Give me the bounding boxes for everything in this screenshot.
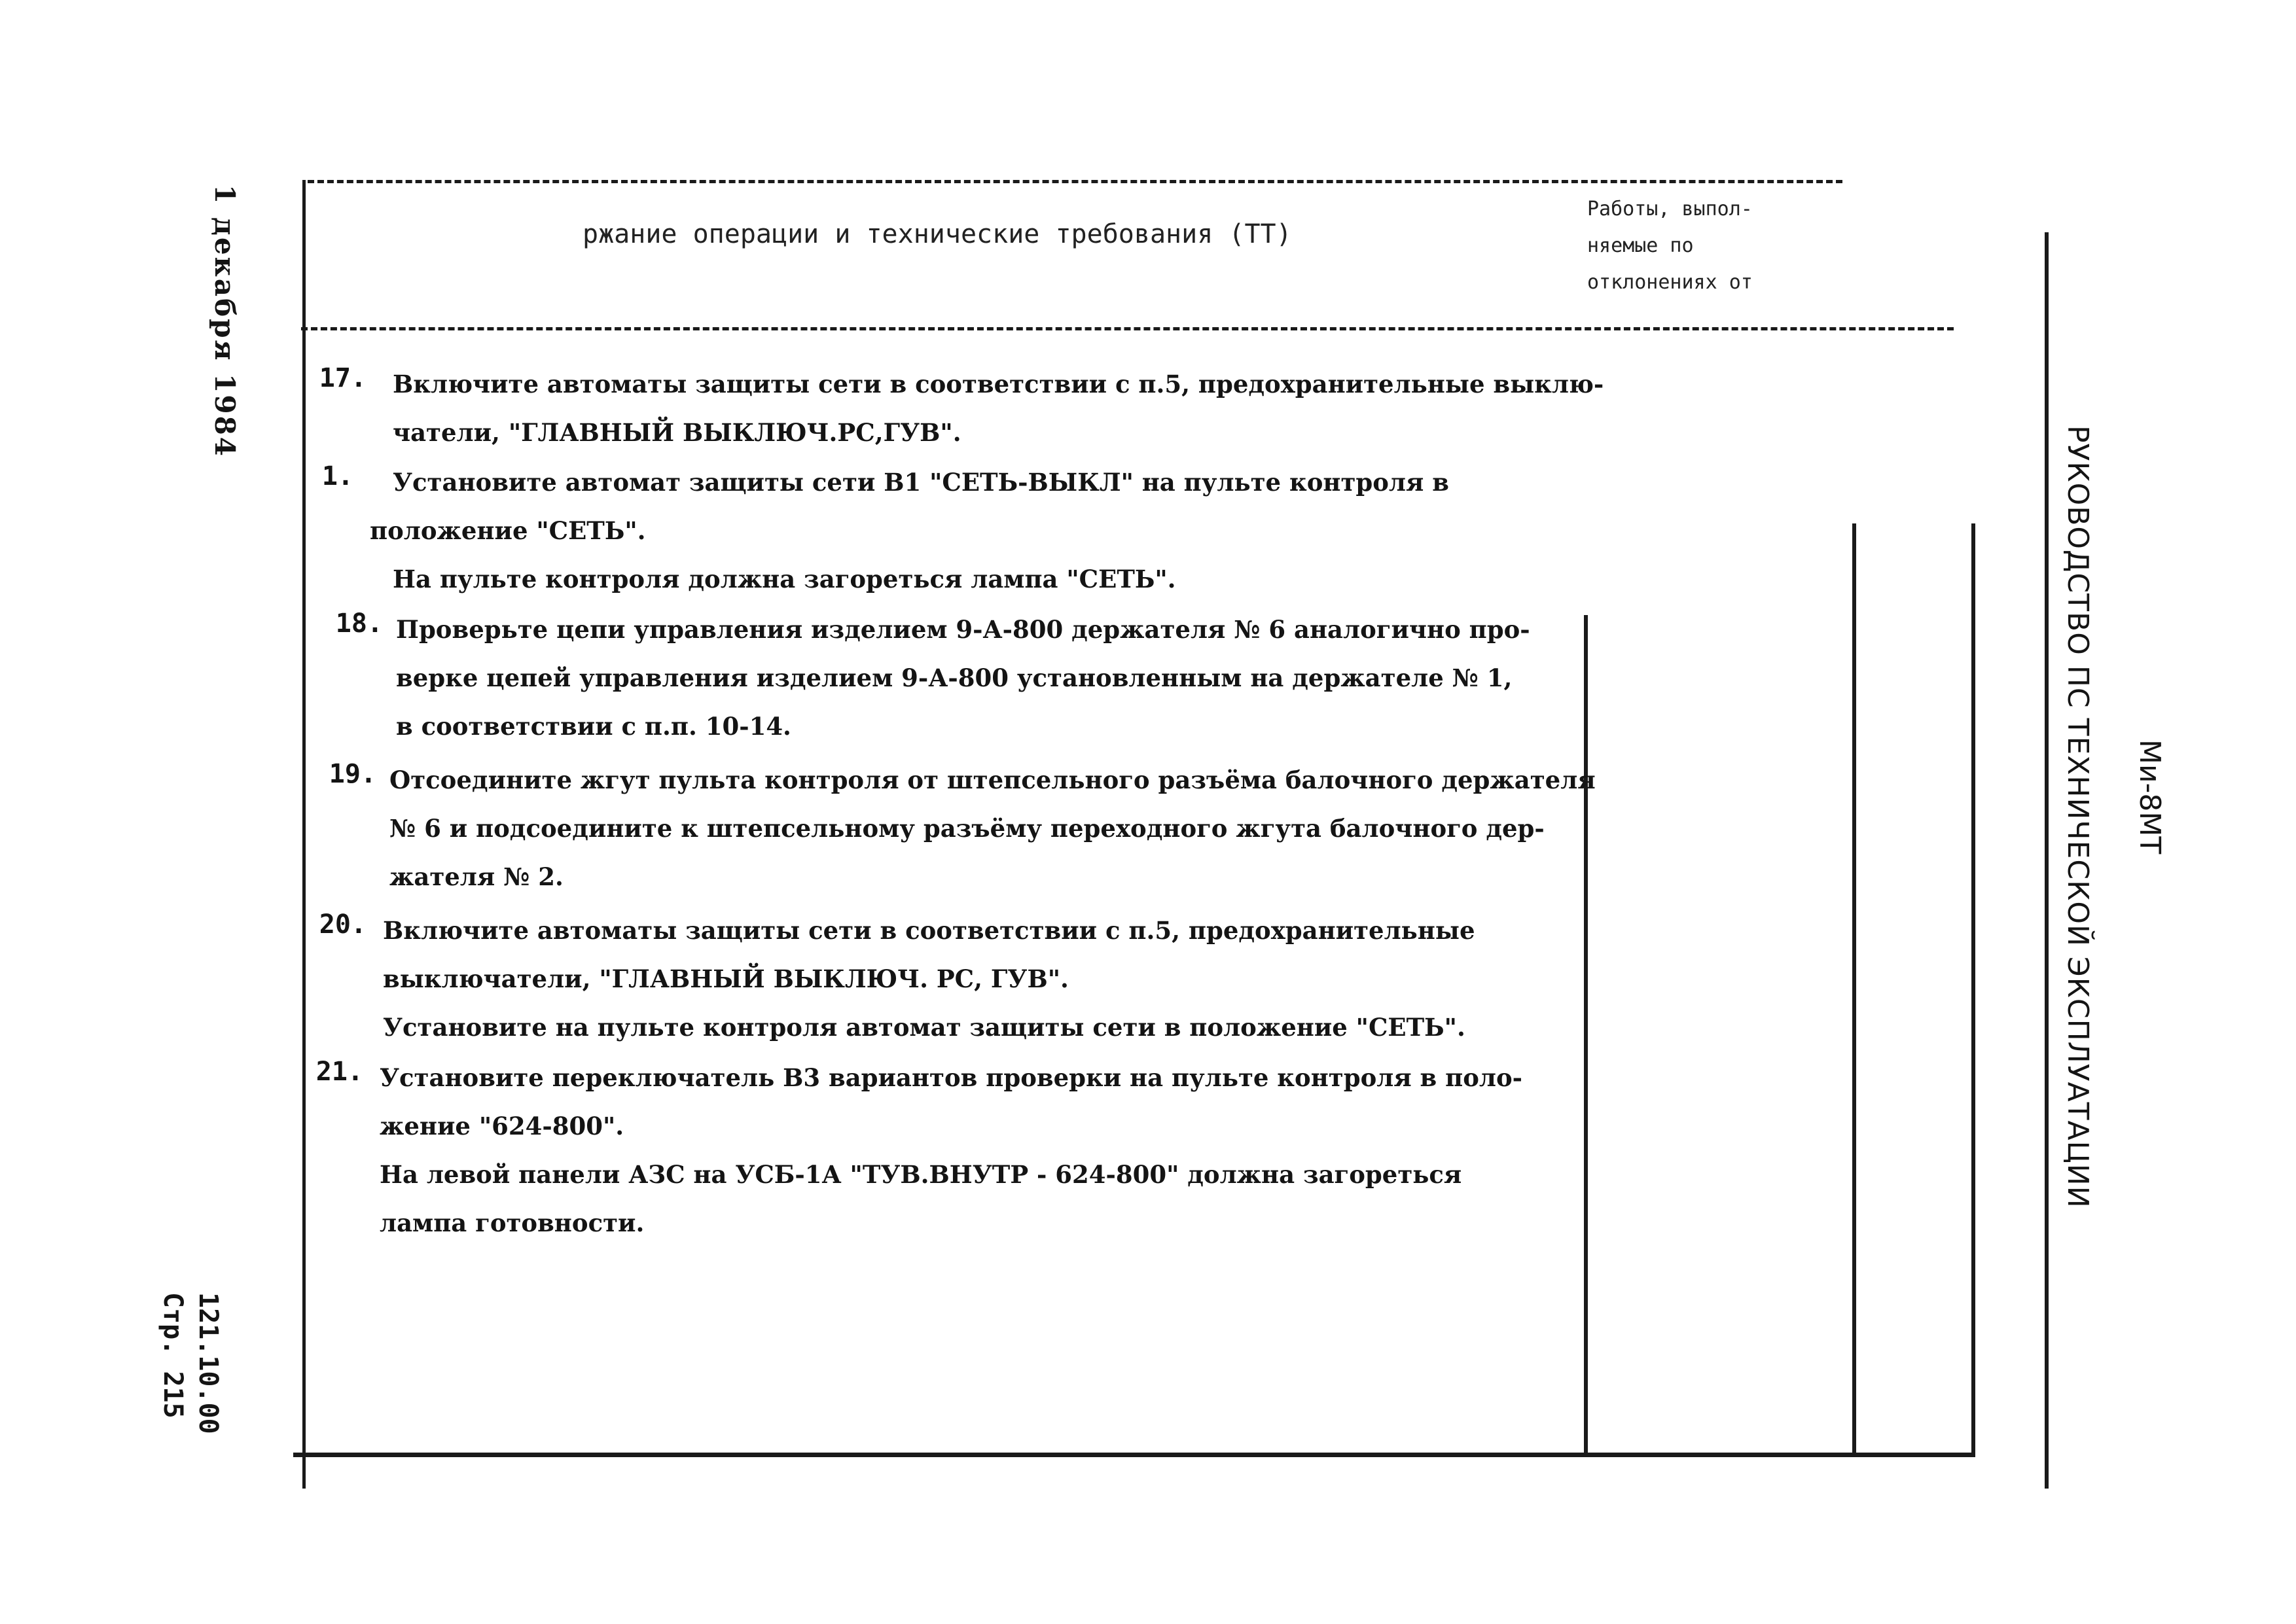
column-divider-2 <box>1852 523 1856 1457</box>
item-number: 21. <box>315 1057 363 1087</box>
table-bottom-border <box>293 1453 1975 1457</box>
item-line: верке цепей управления изделием 9-А-800 установленным на держателе № 1, <box>396 663 1513 692</box>
item-line: Отсоедините жгут пульта контроля от штепсельного разъёма балочного держателя <box>389 766 1596 794</box>
table-top-border <box>308 180 1842 183</box>
page-number: Стр. 215 <box>158 1292 188 1419</box>
item-number: 1. <box>321 461 353 491</box>
item-line: жение "624-800". <box>380 1112 624 1140</box>
item-line: Включите автоматы защиты сети в соответствии с п.5, предохранительные выклю- <box>393 370 1604 398</box>
item-number: 17. <box>319 363 367 393</box>
item-line: выключатели, "ГЛАВНЫЙ ВЫКЛЮЧ. РС, ГУВ". <box>383 964 1069 993</box>
item-line: чатели, "ГЛАВНЫЙ ВЫКЛЮЧ.РС,ГУВ". <box>393 418 961 447</box>
header-operation-content: ржание операции и технические требования (ТТ) <box>583 219 1292 249</box>
item-line: Установите на пульте контроля автомат защиты сети в положение "СЕТЬ". <box>383 1013 1465 1042</box>
item-line: Установите автомат защиты сети В1 "СЕТЬ-ВЫКЛ" на пульте контроля в <box>393 468 1449 497</box>
column-divider-3 <box>1971 523 1975 1457</box>
document-code <box>155 1292 226 1434</box>
item-line: На пульте контроля должна загореться лампа "СЕТЬ". <box>393 565 1176 593</box>
item-line: На левой панели АЗС на УСБ-1А "ТУВ.ВНУТР - 624-800" должна загореться <box>380 1160 1462 1189</box>
header-bottom-border <box>301 327 1954 330</box>
item-number: 20. <box>319 909 367 940</box>
item-line: лампа готовности. <box>380 1209 645 1237</box>
column-divider-1 <box>1584 615 1588 1457</box>
item-line: Включите автоматы защиты сети в соответствии с п.5, предохранительные <box>383 916 1475 945</box>
table-left-border <box>302 180 306 1489</box>
item-line: жателя № 2. <box>389 862 564 891</box>
document-date: 1 декабря 1984 <box>209 185 241 459</box>
item-line: в соответствии с п.п. 10-14. <box>396 712 791 741</box>
item-number: 18. <box>335 609 383 639</box>
item-line: положение "СЕТЬ". <box>370 516 646 545</box>
item-line: № 6 и подсоедините к штепсельному разъёму переходного жгута балочного дер- <box>389 814 1545 843</box>
right-border-line <box>2045 232 2049 1489</box>
header-deviation-line: няемые по <box>1587 234 1694 257</box>
manual-title: РУКОВОДСТВО ПС ТЕХНИЧЕСКОЙ ЭКСПЛУАТАЦИИ <box>2061 425 2094 1209</box>
item-line: Установите переключатель В3 вариантов проверки на пульте контроля в поло- <box>380 1063 1523 1092</box>
document-code-number: 121.10.00 <box>193 1292 223 1434</box>
aircraft-model: Ми-8МТ <box>2133 739 2166 855</box>
header-deviation-line: Работы, выпол- <box>1587 198 1753 221</box>
item-number: 19. <box>329 759 376 789</box>
item-line: Проверьте цепи управления изделием 9-А-800 держателя № 6 аналогично про- <box>396 615 1530 644</box>
header-deviation-works <box>1587 191 1823 301</box>
header-deviation-line: отклонениях от <box>1587 271 1753 294</box>
